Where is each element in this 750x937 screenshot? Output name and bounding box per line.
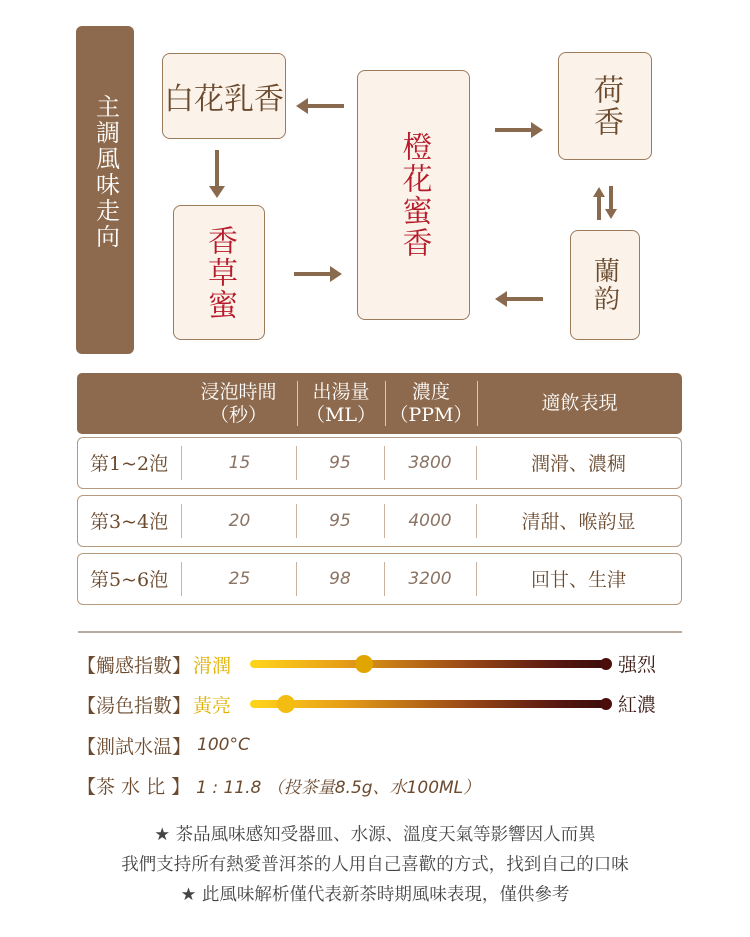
water-temp-row: 【測試水温】 100°C xyxy=(77,735,250,758)
texture-index-label: 【觸感指數】 滑潤 xyxy=(77,650,231,678)
table-row xyxy=(77,495,682,547)
flavor-box-lotus: 荷香 xyxy=(558,52,652,160)
liquor-color-index-label: 【湯色指數】 黃亮 xyxy=(77,690,231,718)
texture-max-label: 强烈 xyxy=(618,654,657,676)
liquor-gradient-bar xyxy=(250,700,606,708)
flavor-box-white-floral: 白花乳香 xyxy=(162,53,286,139)
flavor-box-orange-blossom: 橙花蜜香 xyxy=(357,70,470,320)
texture-index-value: 滑潤 xyxy=(193,654,232,677)
flavor-box-vanilla-honey: 香草蜜 xyxy=(173,205,265,340)
texture-gradient-bar xyxy=(250,660,606,668)
ppm-cell: 4000 xyxy=(408,510,452,531)
liquor-max-label: 紅濃 xyxy=(618,694,657,716)
drinking-note-cell: 潤滑、濃稠 xyxy=(530,453,626,475)
arrow-left-icon xyxy=(505,297,543,301)
footer-note-2: 我們支持所有熱愛普洱茶的人用自己喜歡的方式，找到自己的口味 xyxy=(121,855,629,875)
brew-round: 第5~6泡 xyxy=(90,569,169,591)
table-row xyxy=(77,437,682,489)
table-row xyxy=(77,553,682,605)
steep-time-cell: 25 xyxy=(228,568,251,589)
volume-cell: 98 xyxy=(329,568,351,589)
header-steep-time: 浸泡時間 （秒） xyxy=(200,380,277,426)
arrow-down-icon xyxy=(215,150,219,188)
footer-note-1: ★ 茶品風味感知受器皿、水源、溫度天氣等影響因人而異 xyxy=(154,825,596,845)
ppm-cell: 3800 xyxy=(408,452,452,473)
swap-vertical-arrows-icon xyxy=(590,183,620,223)
bar-end-dot xyxy=(600,698,612,710)
brewing-table-header xyxy=(77,373,682,434)
arrow-right-icon xyxy=(294,272,332,276)
tea-water-ratio-value: 1 : 11.8 （投茶量8.5g、水100ML） xyxy=(196,777,481,798)
footer-note-3: ★ 此風味解析僅代表新茶時期風味表現，僅供參考 xyxy=(180,885,570,905)
water-temp-value: 100°C xyxy=(197,735,250,755)
liquor-level-marker xyxy=(277,695,295,713)
brew-round: 第3~4泡 xyxy=(90,511,169,533)
steep-time-cell: 20 xyxy=(228,510,251,531)
tea-water-ratio-row: 【茶 水 比 】 1 : 11.8 （投茶量8.5g、水100ML） xyxy=(77,771,480,799)
flavor-box-orchid: 蘭韵 xyxy=(570,230,640,340)
ppm-cell: 3200 xyxy=(408,568,452,589)
liquor-color-value: 黃亮 xyxy=(193,694,232,717)
texture-level-marker xyxy=(355,655,373,673)
drinking-note-cell: 回甘、生津 xyxy=(530,569,626,591)
header-concentration: 濃度 （PPM） xyxy=(389,380,473,426)
brew-round: 第1~2泡 xyxy=(90,453,169,475)
header-volume: 出湯量 （ML） xyxy=(305,380,377,426)
arrow-right-icon xyxy=(495,128,533,132)
arrow-left-icon xyxy=(306,104,344,108)
steep-time-cell: 15 xyxy=(228,452,251,473)
header-drinking-performance: 適飲表現 xyxy=(541,392,618,414)
section-divider xyxy=(78,631,682,633)
volume-cell: 95 xyxy=(329,452,351,473)
drinking-note-cell: 清甜、喉韵显 xyxy=(521,511,636,533)
bar-end-dot xyxy=(600,658,612,670)
flavor-direction-label: 主調風味走向 xyxy=(76,26,134,354)
volume-cell: 95 xyxy=(329,510,351,531)
